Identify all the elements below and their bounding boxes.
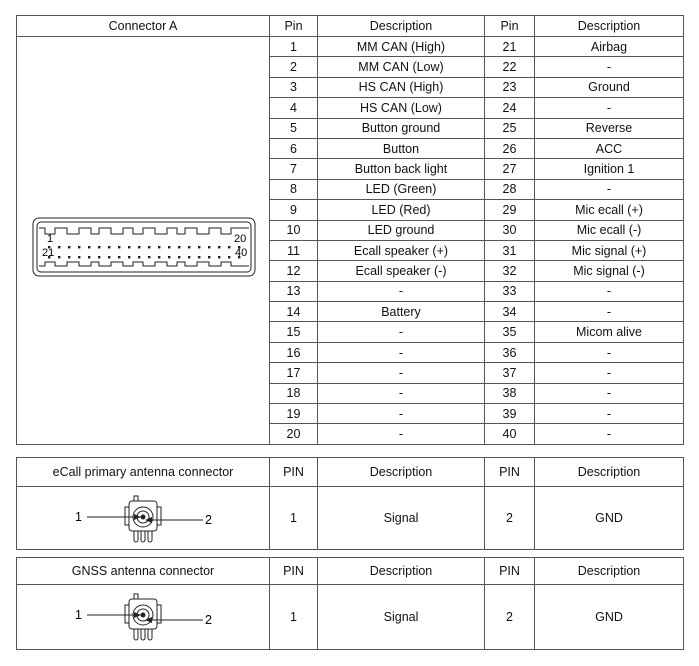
ecall-pin-1: 1 [270,487,318,550]
description-cell: Battery [318,302,485,322]
description-cell: - [318,383,485,403]
connector-pin-dot [78,256,80,258]
description-cell: Ecall speaker (+) [318,240,485,260]
pin-cell: 17 [270,363,318,383]
ecall-header-row [17,458,684,487]
ecall-connector-table [16,457,684,550]
col-description-header: Description [318,16,485,37]
connector-pin-dot [208,246,210,248]
pin-label-21: 21 [42,246,55,259]
pin2-cell: 27 [485,159,535,179]
connector-pin-dot [188,246,190,248]
pin-cell: 6 [270,138,318,158]
connector-pin-dot [138,256,140,258]
description-cell: Button [318,138,485,158]
description-cell: - [318,322,485,342]
pin-cell: 13 [270,281,318,301]
description-cell: - [318,281,485,301]
description2-cell: - [535,98,684,118]
pin-row [17,37,684,57]
description2-cell: - [535,281,684,301]
description2-cell: - [535,363,684,383]
description2-cell: Mic ecall (-) [535,220,684,240]
description-cell: LED (Red) [318,200,485,220]
col-description2-header: Description [535,16,684,37]
ecall-pin-2: 2 [485,487,535,550]
connector-pin-dot [68,256,70,258]
pin2-cell: 39 [485,404,535,424]
description-cell: MM CAN (Low) [318,57,485,77]
description2-cell: - [535,342,684,362]
ecall-col-pin-header: PIN [270,458,318,487]
connector-pin-dot [128,246,130,248]
pin-label-40: 40 [235,246,248,259]
pin2-cell: 34 [485,302,535,322]
pin2-cell: 25 [485,118,535,138]
pin-cell: 11 [270,240,318,260]
connector-pin-dot [198,246,200,248]
description-cell: - [318,363,485,383]
pin-cell: 4 [270,98,318,118]
pin2-cell: 29 [485,200,535,220]
ecall-col-pin2-header: PIN [485,458,535,487]
pin2-cell: 24 [485,98,535,118]
pin2-cell: 31 [485,240,535,260]
description2-cell: - [535,302,684,322]
ecall-desc-1: Signal [318,487,485,550]
description2-cell: - [535,179,684,199]
gnss-connector-title: GNSS antenna connector [17,558,270,585]
pin-cell: 18 [270,383,318,403]
pin2-cell: 36 [485,342,535,362]
pin-cell: 7 [270,159,318,179]
description2-cell: Micom alive [535,322,684,342]
description2-cell: Ground [535,77,684,97]
description-cell: LED ground [318,220,485,240]
description-cell: Ecall speaker (-) [318,261,485,281]
connector-pin-dot [228,256,230,258]
pin2-cell: 28 [485,179,535,199]
connector-pin-dot [148,256,150,258]
gnss-connector-diagram [17,585,270,650]
connector-pin-dot [138,246,140,248]
gnss-pin-label-1: 1 [75,608,82,622]
connector-a-title: Connector A [17,16,270,37]
connector-pin-dot [128,256,130,258]
description-cell: - [318,404,485,424]
antenna-connector-drawing [17,487,270,549]
gnss-pin-2: 2 [485,585,535,650]
connector-pin-dot [168,246,170,248]
gnss-desc-1: Signal [318,585,485,650]
connector-pin-dot [98,246,100,248]
description-cell: Button ground [318,118,485,138]
connector-pin-dot [88,246,90,248]
description2-cell: - [535,383,684,403]
gnss-col-pin2-header: PIN [485,558,535,585]
description2-cell: Airbag [535,37,684,57]
connector-pin-dot [218,256,220,258]
gnss-col-description-header: Description [318,558,485,585]
antenna-connector-drawing [17,585,270,649]
connector-pin-dot [228,246,230,248]
pin-cell: 3 [270,77,318,97]
gnss-col-description2-header: Description [535,558,684,585]
description2-cell: ACC [535,138,684,158]
connector-pin-dot [98,256,100,258]
connector-pin-dot [148,246,150,248]
col-pin-header: Pin [270,16,318,37]
ecall-col-description-header: Description [318,458,485,487]
pin-cell: 16 [270,342,318,362]
pin-cell: 10 [270,220,318,240]
ecall-data-row [17,487,684,550]
pin2-cell: 35 [485,322,535,342]
pin2-cell: 37 [485,363,535,383]
connector-pin-dot [58,246,60,248]
pin2-cell: 40 [485,424,535,444]
pin-cell: 5 [270,118,318,138]
description2-cell: - [535,404,684,424]
description-cell: - [318,342,485,362]
connector-pin-dot [178,246,180,248]
description2-cell: - [535,424,684,444]
description2-cell: Mic ecall (+) [535,200,684,220]
gnss-desc-2: GND [535,585,684,650]
connector-pin-dot [118,256,120,258]
pin2-cell: 22 [485,57,535,77]
pin2-cell: 21 [485,37,535,57]
pin2-cell: 30 [485,220,535,240]
connector-a-diagram [17,37,270,445]
description-cell: - [318,424,485,444]
description-cell: Button back light [318,159,485,179]
gnss-pin-1: 1 [270,585,318,650]
connector-pin-dot [178,256,180,258]
ecall-connector-title: eCall primary antenna connector [17,458,270,487]
ecall-col-description2-header: Description [535,458,684,487]
gnss-connector-table [16,557,684,650]
pin-cell: 8 [270,179,318,199]
connector-a-drawing [17,46,270,435]
connector-pin-dot [168,256,170,258]
connector-pin-dot [78,246,80,248]
connector-pin-dot [108,256,110,258]
description-cell: MM CAN (High) [318,37,485,57]
connector-pin-dot [188,256,190,258]
pin-cell: 14 [270,302,318,322]
ecall-desc-2: GND [535,487,684,550]
description-cell: LED (Green) [318,179,485,199]
gnss-pin-label-2: 2 [205,613,212,627]
pin-cell: 1 [270,37,318,57]
description-cell: HS CAN (Low) [318,98,485,118]
connector-pin-dot [208,256,210,258]
description2-cell: Ignition 1 [535,159,684,179]
ecall-connector-diagram [17,487,270,550]
pin2-cell: 26 [485,138,535,158]
pin-cell: 2 [270,57,318,77]
col-pin2-header: Pin [485,16,535,37]
gnss-data-row [17,585,684,650]
gnss-header-row [17,558,684,585]
pin-cell: 9 [270,200,318,220]
pin2-cell: 32 [485,261,535,281]
connector-pin-dot [118,246,120,248]
pin-cell: 15 [270,322,318,342]
ecall-pin-label-2: 2 [205,513,212,527]
connector-pin-dot [158,256,160,258]
description-cell: HS CAN (High) [318,77,485,97]
connector-pin-dot [108,246,110,248]
pin-cell: 12 [270,261,318,281]
connector-a-header-row [17,16,684,37]
connector-pin-dot [88,256,90,258]
pin-cell: 19 [270,404,318,424]
connector-a-table [16,15,684,445]
connector-pin-dot [218,246,220,248]
description2-cell: Reverse [535,118,684,138]
pin-label-20: 20 [234,232,247,245]
gnss-col-pin-header: PIN [270,558,318,585]
pin2-cell: 23 [485,77,535,97]
ecall-pin-label-1: 1 [75,510,82,524]
connector-pin-dot [158,246,160,248]
description2-cell: Mic signal (+) [535,240,684,260]
pin-cell: 20 [270,424,318,444]
pin2-cell: 38 [485,383,535,403]
pin2-cell: 33 [485,281,535,301]
connector-pin-dot [198,256,200,258]
description2-cell: - [535,57,684,77]
description2-cell: Mic signal (-) [535,261,684,281]
connector-pin-dot [58,256,60,258]
connector-pin-dot [68,246,70,248]
pin-label-1: 1 [47,232,54,245]
